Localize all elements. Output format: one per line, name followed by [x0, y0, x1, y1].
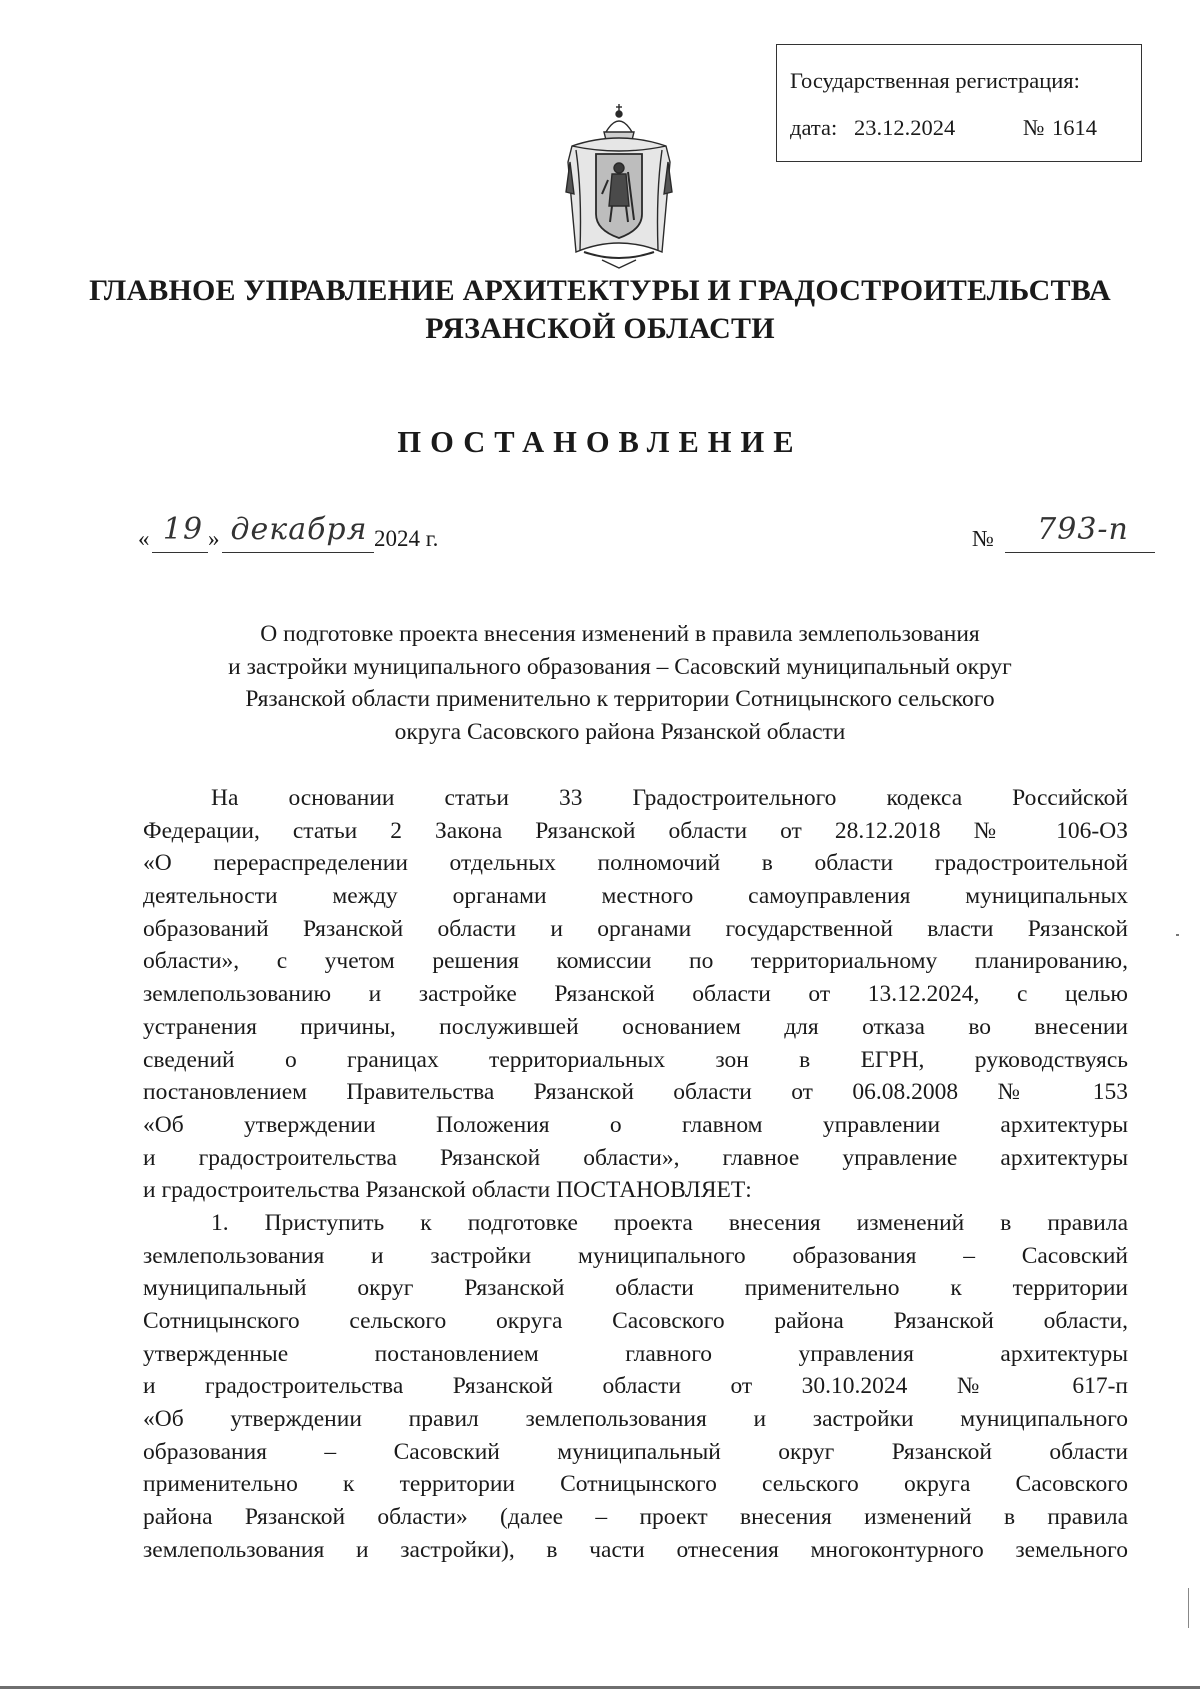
day-underline — [152, 552, 208, 553]
body-line-item-1: 1. Приступить к подготовке проекта внесения изменений в правила — [211, 1209, 1128, 1236]
body-line: муниципальный округ Рязанской области применительно к территории — [143, 1275, 1128, 1302]
body-line: образования – Сасовский муниципальный округ Рязанской области — [143, 1438, 1128, 1465]
body-line: применительно к территории Сотницынского сельского округа Сасовского — [143, 1471, 1128, 1498]
body-line: и градостроительства Рязанской области ПОСТАНОВЛЯЕТ: — [143, 1177, 752, 1204]
date-quote-close: » — [208, 526, 220, 551]
body-line: землепользованию и застройке Рязанской области от 13.12.2024, с целью — [143, 981, 1128, 1008]
body-line: На основании статьи 33 Градостроительного кодекса Российской — [211, 785, 1128, 811]
body-line: Федерации, статьи 2 Закона Рязанской области от 28.12.2018 № 106-ОЗ — [143, 817, 1128, 844]
body-line: и градостроительства Рязанской области», главное управление архитектуры — [143, 1144, 1128, 1171]
registration-title: Государственная регистрация: — [790, 68, 1080, 93]
body-line: постановлением Правительства Рязанской области от 06.08.2008 № 153 — [143, 1079, 1128, 1106]
registration-stamp — [776, 44, 1142, 162]
body-line: и градостроительства Рязанской области от 30.10.2024 № 617-п — [143, 1373, 1128, 1400]
body-line: образований Рязанской области и органами государственной власти Рязанской — [143, 915, 1128, 942]
issue-year: 2024 г. — [374, 526, 439, 551]
handwritten-decree-number: 793-п — [1037, 512, 1129, 547]
body-line: утвержденные постановлением главного управления архитектуры — [143, 1340, 1128, 1367]
document-type: ПОСТАНОВЛЕНИЕ — [397, 425, 803, 459]
month-underline — [222, 552, 374, 553]
ryazan-coat-of-arms-icon — [562, 102, 676, 270]
body-line: землепользования и застройки муниципального образования – Сасовский — [143, 1242, 1128, 1269]
scan-edge-mark — [1188, 1588, 1189, 1628]
body-line: Сотницынского сельского округа Сасовского района Рязанской области, — [143, 1308, 1128, 1334]
body-line: «Об утверждении Положения о главном управлении архитектуры — [143, 1111, 1128, 1138]
heading-line: О подготовке проекта внесения изменений в правила землепользования — [260, 621, 980, 647]
decree-number-label: № — [972, 526, 994, 551]
number-underline — [1005, 552, 1155, 553]
handwritten-month: декабря — [230, 512, 368, 547]
registration-date: 23.12.2024 — [854, 115, 956, 140]
organization-title: ГЛАВНОЕ УПРАВЛЕНИЕ АРХИТЕКТУРЫ И ГРАДОСТРОИТЕЛЬСТВА — [89, 274, 1111, 307]
body-line: области», с учетом решения комиссии по территориальному планированию, — [143, 948, 1128, 975]
registration-number: 1614 — [1052, 115, 1097, 140]
body-line: района Рязанской области» (далее – проект внесения изменений в правила — [143, 1504, 1128, 1531]
body-line: устранения причины, послужившей основанием для отказа во внесении — [143, 1013, 1128, 1040]
body-line: землепользования и застройки), в части отнесения многоконтурного земельного — [143, 1536, 1128, 1563]
document-heading — [130, 618, 1110, 748]
body-line: «Об утверждении правил землепользования и застройки муниципального — [143, 1406, 1128, 1433]
date-quote-open: « — [138, 526, 150, 551]
handwritten-day: 19 — [162, 512, 204, 547]
body-line: деятельности между органами местного самоуправления муниципальных — [143, 883, 1128, 910]
body-line: сведений о границах территориальных зон в ЕГРН, руководствуясь — [143, 1046, 1128, 1073]
organization-region: РЯЗАНСКОЙ ОБЛАСТИ — [425, 312, 775, 345]
scan-bottom-edge — [0, 1686, 1200, 1689]
heading-line: округа Сасовского района Рязанской области — [394, 718, 846, 745]
document-body — [143, 782, 1128, 1567]
heading-line: и застройки муниципального образования – Сасовский муниципальный округ — [228, 653, 1012, 680]
registration-number-label: № — [1023, 115, 1045, 140]
body-line: «О перераспределении отдельных полномочий в области градостроительной — [143, 850, 1128, 877]
heading-line: Рязанской области применительно к территории Сотницынского сельского — [245, 686, 995, 712]
scan-speck — [1176, 934, 1179, 936]
registration-date-label: дата: — [790, 115, 838, 140]
